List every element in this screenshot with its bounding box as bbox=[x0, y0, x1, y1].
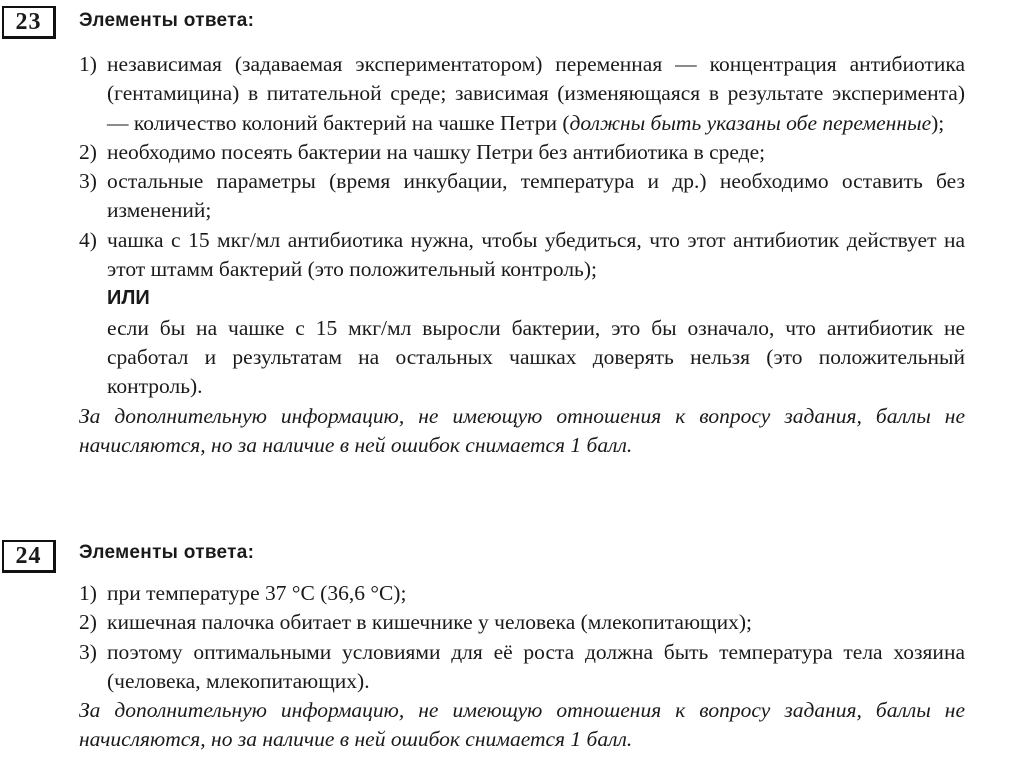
item-text: кишечная палочка обитает в кишечнике у человека (млекопитающих); bbox=[107, 610, 752, 635]
item-text: необходимо посеять бактерии на чашку Петри без антибиотика в среде; bbox=[107, 139, 766, 164]
answer-item-3 bbox=[79, 167, 965, 226]
item-number: 1) bbox=[79, 52, 97, 76]
answer-item-4 bbox=[79, 226, 965, 402]
item-number: 2) bbox=[79, 610, 97, 635]
item-number: 1) bbox=[79, 581, 97, 605]
item-text: чашка с 15 мкг/мл антибиотика нужна, чтобы убедиться, что этот антибиотик действует на этот штамм бактерий (это положительный контроль); bbox=[107, 227, 965, 282]
item-text-end: ); bbox=[931, 110, 945, 135]
answer-item-2 bbox=[79, 138, 965, 167]
item-text: поэтому оптимальными условиями для её роста должна быть температура тела хозяина (человека, млекопитающих). bbox=[107, 639, 965, 693]
scoring-note: За дополнительную информацию, не имеющую отношения к вопросу задания, баллы не начисляются, но за наличие в ней ошибок снимается 1 балл. bbox=[79, 698, 965, 752]
item-number: 4) bbox=[79, 227, 97, 252]
scoring-note: За дополнительную информацию, не имеющую отношения к вопросу задания, баллы не начисляются, но за наличие в ней ошибок снимается 1 балл. bbox=[79, 403, 965, 457]
answer-elements-heading: Элементы ответа: bbox=[79, 10, 255, 31]
item-number: 2) bbox=[79, 139, 97, 164]
item-number: 3) bbox=[79, 639, 97, 664]
answer-item-1 bbox=[79, 50, 965, 138]
item-number: 3) bbox=[79, 169, 97, 194]
answer-item-3 bbox=[79, 638, 965, 697]
item-text: остальные параметры (время инкубации, температура и др.) необходимо оставить без изменений; bbox=[107, 169, 965, 223]
item-italic-remark: должны быть указаны обе переменные bbox=[569, 110, 932, 135]
answer-elements-list bbox=[79, 579, 965, 755]
or-label: ИЛИ bbox=[107, 287, 150, 310]
item-text: независимая (задаваемая экспериментатором) переменная — концентрация антибиотика (гентамицина) в питательной среде; зависимая (изменяющаяся в результате эксперимента) — количество колоний бактерий на чашке Петри ( bbox=[107, 52, 965, 135]
answer-item-1 bbox=[79, 579, 965, 608]
answer-item-2 bbox=[79, 608, 965, 637]
task-number-box: 23 bbox=[2, 6, 56, 39]
item-text: при температуре 37 °С (36,6 °С); bbox=[107, 581, 407, 605]
answer-elements-list bbox=[79, 50, 965, 460]
task-number-box: 24 bbox=[2, 540, 56, 573]
item-alt-text: если бы на чашке с 15 мкг/мл выросли бактерии, это бы означало, что антибиотик не сработал и результатам на остальных чашках доверять нельзя (это положительный контроль). bbox=[107, 315, 965, 399]
answer-elements-heading: Элементы ответа: bbox=[79, 542, 255, 563]
